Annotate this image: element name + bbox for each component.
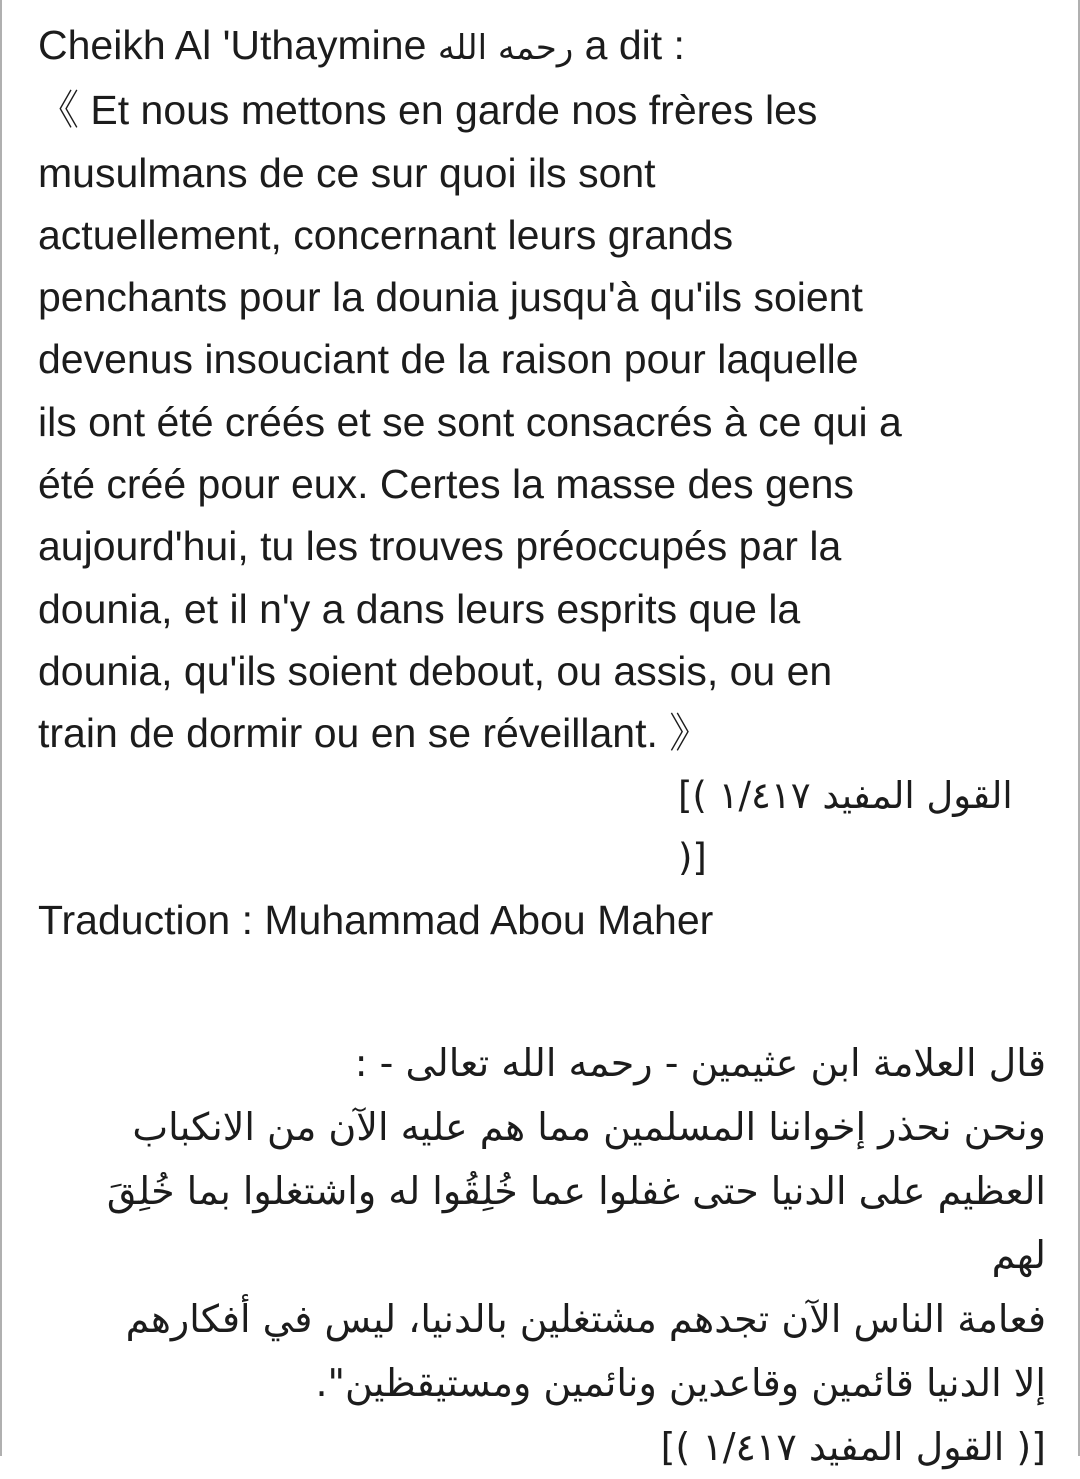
arabic-line: فعامة الناس الآن تجدهم مشتغلين بالدنيا، ليس في أفكارهم	[125, 1297, 1046, 1342]
quote-line: dounia, qu'ils soient debout, ou assis, ou en	[38, 647, 833, 694]
french-reference: [( القول المفيد ١/٤١٧ )]	[678, 773, 1013, 879]
quote-line: devenus insouciant de la raison pour laquelle	[38, 336, 859, 383]
quote-line: musulmans de ce sur quoi ils sont	[38, 149, 656, 196]
french-reference-line	[38, 765, 1048, 890]
arabic-line: لهم	[991, 1233, 1046, 1278]
arabic-section	[38, 1031, 1050, 1479]
quote-line: ils ont été créés et se sont consacrés à ce qui a	[38, 398, 902, 445]
intro-arabic: رحمه الله	[437, 28, 574, 68]
intro-prefix: Cheikh Al 'Uthaymine	[38, 22, 427, 68]
quote-line: penchants pour la dounia jusqu'à qu'ils soient	[38, 274, 863, 321]
arabic-line: العظيم على الدنيا حتى غفلوا عما خُلِقُوا له واشتغلوا بما خُلِقَ	[106, 1169, 1046, 1214]
arabic-line: ونحن نحذر إخواننا المسلمين مما هم عليه الآن من الانكباب	[132, 1105, 1046, 1150]
quote-line: aujourd'hui, tu les trouves préoccupés par la	[38, 523, 842, 570]
arabic-reference: [( القول المفيد ١/٤١٧ )]	[660, 1425, 1046, 1470]
arabic-line: قال العلامة ابن عثيمين - رحمه الله تعالى - :	[354, 1041, 1046, 1086]
quote-line: dounia, et il n'y a dans leurs esprits que la	[38, 585, 801, 632]
intro-line	[38, 14, 1048, 79]
arabic-line: إلا الدنيا قائمين وقاعدين ونائمين ومستيقظين".	[315, 1361, 1046, 1406]
post-content	[38, 14, 1048, 1479]
intro-suffix: a dit :	[584, 22, 685, 68]
left-border	[0, 0, 2, 1456]
french-section	[38, 14, 1048, 951]
quote-line: été créé pour eux. Certes la masse des gens	[38, 461, 854, 508]
quote-line: train de dormir ou en se réveillant. 》	[38, 710, 711, 757]
quote-line: actuellement, concernant leurs grands	[38, 211, 734, 258]
quote-line: 《 Et nous mettons en garde nos frères les	[38, 87, 818, 134]
translator-line: Traduction : Muhammad Abou Maher	[38, 897, 714, 944]
